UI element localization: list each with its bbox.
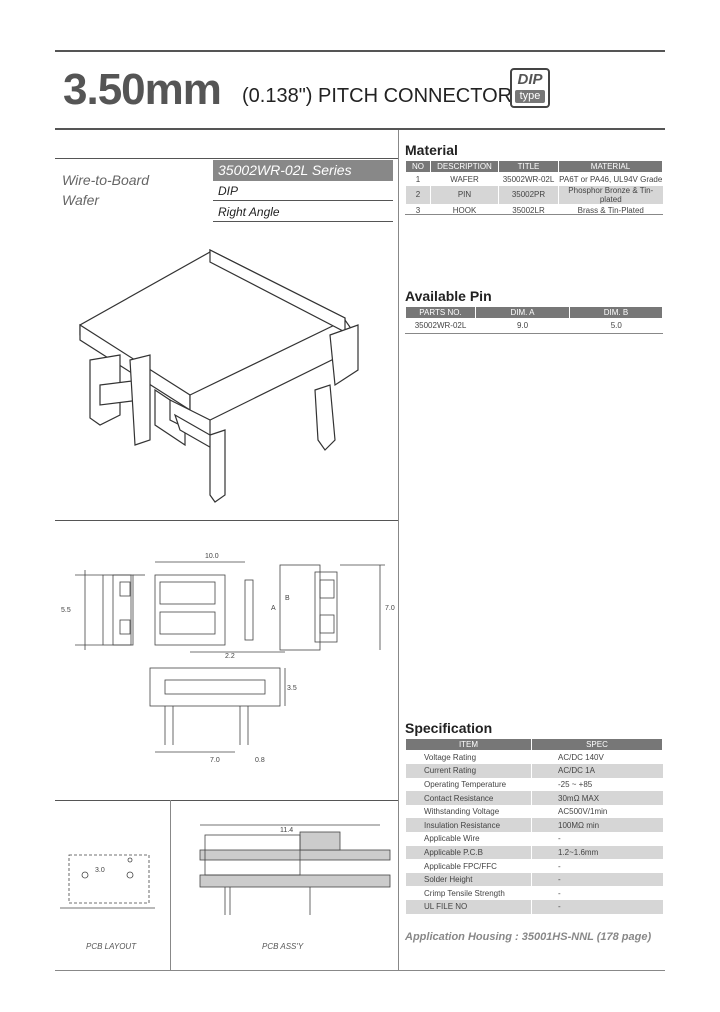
- table-row: [406, 900, 663, 914]
- table-cell: 1.2~1.6mm: [532, 846, 663, 860]
- table-cell: AC/DC 1A: [532, 764, 663, 778]
- table-row: [406, 764, 663, 778]
- table-cell: 35002WR-02L: [499, 173, 559, 186]
- table-cell: 35002LR: [499, 204, 559, 217]
- dimension-drawings: [55, 540, 398, 770]
- table-cell: Applicable FPC/FFC: [406, 859, 532, 873]
- material-title: Material: [405, 142, 458, 158]
- drawings-bottom-rule: [55, 800, 398, 801]
- table-row: [406, 778, 663, 792]
- pin-col-parts: PARTS NO.: [406, 307, 476, 319]
- dim-7: 7.0: [385, 605, 395, 612]
- table-cell: Insulation Resistance: [406, 818, 532, 832]
- orientation-label: Right Angle: [213, 202, 393, 222]
- table-cell: -: [532, 873, 663, 887]
- dim-3-5: 3.5: [287, 685, 297, 692]
- table-cell: UL FILE NO: [406, 900, 532, 914]
- pcb-assy-caption: PCB ASS'Y: [262, 942, 304, 951]
- pin-header-row: [406, 307, 663, 319]
- table-row: [406, 186, 663, 204]
- badge-dip-text: DIP: [517, 71, 543, 88]
- product-top-rule: [55, 158, 398, 159]
- table-row: [406, 846, 663, 860]
- pcb-divider: [170, 800, 171, 970]
- application-housing-note: Application Housing : 35001HS-NNL (178 page): [405, 931, 652, 943]
- table-cell: PIN: [431, 186, 499, 204]
- header-bottom-rule: [55, 128, 665, 130]
- table-cell: 35002WR-02L: [406, 319, 476, 332]
- table-cell: AC/DC 140V: [532, 751, 663, 765]
- dim-top-width: 10.0: [205, 553, 219, 560]
- dim-side-height: 5.5: [61, 607, 71, 614]
- table-cell: Withstanding Voltage: [406, 805, 532, 819]
- table-cell: Operating Temperature: [406, 778, 532, 792]
- table-row: [406, 873, 663, 887]
- available-pin-table: [405, 306, 663, 332]
- spec-col-item: ITEM: [406, 739, 532, 751]
- table-cell: -: [532, 832, 663, 846]
- table-cell: 35002PR: [499, 186, 559, 204]
- dim-b: B: [285, 595, 290, 602]
- pcb-layout-caption: PCB LAYOUT: [86, 942, 137, 951]
- material-col-material: MATERIAL: [559, 161, 663, 173]
- material-col-title: TITLE: [499, 161, 559, 173]
- table-cell: Voltage Rating: [406, 751, 532, 765]
- dim-a: A: [271, 605, 276, 612]
- pcb-assembly-drawing: [180, 820, 395, 930]
- table-cell: 30mΩ MAX: [532, 791, 663, 805]
- badge-type-text: type: [515, 90, 545, 103]
- table-cell: 100MΩ min: [532, 818, 663, 832]
- table-cell: Solder Height: [406, 873, 532, 887]
- table-row: [406, 791, 663, 805]
- material-header-row: [406, 161, 663, 173]
- pin-bottom-rule: [405, 333, 663, 334]
- dim-0-8: 0.8: [255, 757, 265, 764]
- table-cell: Current Rating: [406, 764, 532, 778]
- available-pin-title: Available Pin: [405, 288, 492, 304]
- pin-col-dim-b: DIM. B: [570, 307, 663, 319]
- pcb-dim-3-0: 3.0: [95, 867, 105, 874]
- table-row: [406, 818, 663, 832]
- illustration-bottom-rule: [55, 520, 398, 521]
- table-row: [406, 319, 663, 332]
- category-line2: Wafer: [62, 192, 100, 208]
- pin-col-dim-a: DIM. A: [476, 307, 570, 319]
- specification-title: Specification: [405, 720, 493, 736]
- dip-type-badge: [510, 68, 550, 108]
- category-line1: Wire-to-Board: [62, 172, 150, 188]
- table-row: [406, 859, 663, 873]
- specification-table: [405, 738, 663, 914]
- table-row: [406, 751, 663, 765]
- material-bottom-rule: [405, 214, 663, 215]
- table-row: [406, 832, 663, 846]
- pcb-layout-drawing: [55, 820, 167, 920]
- table-cell: Applicable Wire: [406, 832, 532, 846]
- table-cell: -: [532, 859, 663, 873]
- material-col-no: NO: [406, 161, 431, 173]
- table-cell: 1: [406, 173, 431, 186]
- bottom-rule: [55, 970, 665, 971]
- table-cell: -: [532, 900, 663, 914]
- series-label: 35002WR-02L Series: [213, 160, 393, 181]
- table-row: [406, 805, 663, 819]
- top-rule: [55, 50, 665, 52]
- material-col-description: DESCRIPTION: [431, 161, 499, 173]
- table-cell: -25 ~ +85: [532, 778, 663, 792]
- dim-2-2: 2.2: [225, 653, 235, 660]
- page-subtitle: (0.138") PITCH CONNECTOR: [242, 85, 513, 107]
- table-cell: WAFER: [431, 173, 499, 186]
- table-cell: Applicable P.C.B: [406, 846, 532, 860]
- table-cell: AC500V/1min: [532, 805, 663, 819]
- table-cell: Brass & Tin-Plated: [559, 204, 663, 217]
- table-cell: 5.0: [570, 319, 663, 332]
- table-cell: Contact Resistance: [406, 791, 532, 805]
- table-cell: PA6T or PA46, UL94V Grade: [559, 173, 663, 186]
- page-title: 3.50mm: [63, 65, 221, 114]
- dim-7-0: 7.0: [210, 757, 220, 764]
- table-cell: Crimp Tensile Strength: [406, 886, 532, 900]
- table-cell: 3: [406, 204, 431, 217]
- material-table: [405, 160, 663, 217]
- table-cell: 2: [406, 186, 431, 204]
- type-label: DIP: [213, 181, 393, 201]
- spec-col-spec: SPEC: [532, 739, 663, 751]
- connector-3d-illustration: [60, 240, 370, 510]
- table-cell: HOOK: [431, 204, 499, 217]
- table-row: [406, 886, 663, 900]
- table-row: [406, 173, 663, 186]
- dim-11-4: 11.4: [280, 827, 294, 834]
- table-cell: 9.0: [476, 319, 570, 332]
- table-cell: -: [532, 886, 663, 900]
- table-cell: Phosphor Bronze & Tin-plated: [559, 186, 663, 204]
- product-category: [62, 170, 149, 210]
- spec-header-row: [406, 739, 663, 751]
- column-divider: [398, 130, 399, 970]
